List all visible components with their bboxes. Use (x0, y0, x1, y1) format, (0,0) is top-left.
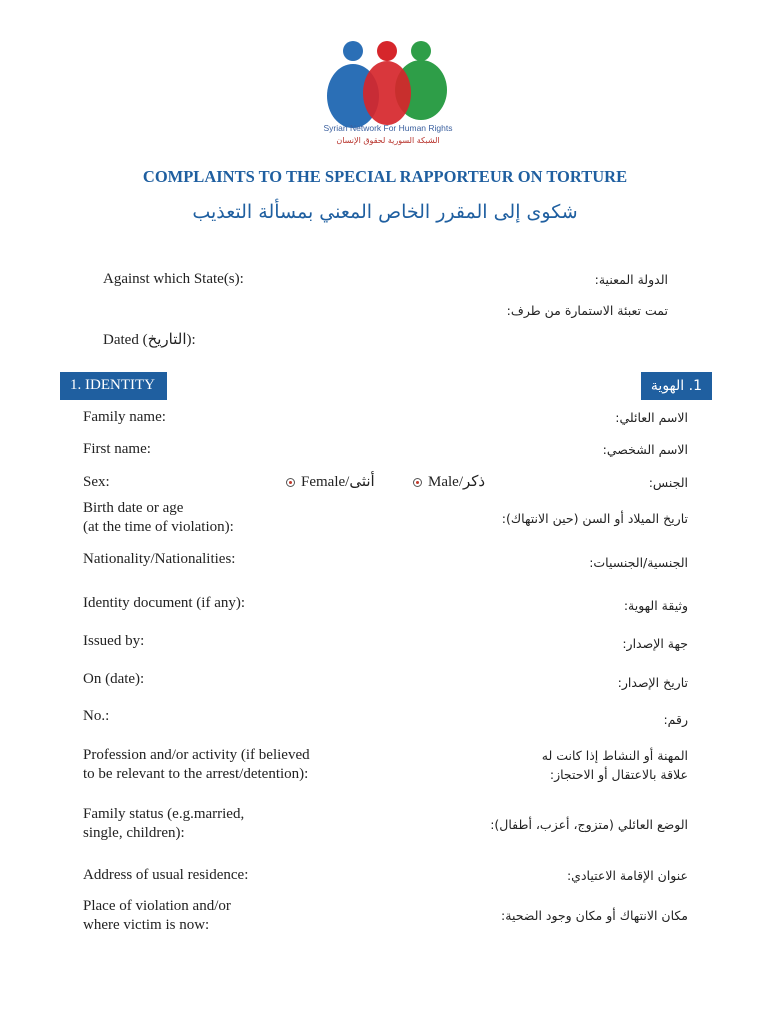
family-name-label: Family name: (83, 409, 166, 425)
sex-label-ar: الجنس: (648, 475, 688, 490)
section-title-en: 1. IDENTITY (60, 372, 167, 400)
issued-by-label: Issued by: (83, 633, 145, 649)
family-status-label-ar: الوضع العائلي (متزوج، أعزب، أطفال): (490, 817, 688, 832)
section-header (60, 372, 712, 400)
birth-label-line1: Birth date or age (83, 500, 184, 516)
dated-label: Dated (التاريخ): (103, 332, 196, 348)
nationality-label: Nationality/Nationalities: (83, 551, 236, 567)
issued-by-label-ar: جهة الإصدار: (622, 636, 688, 651)
profession-label-ar-line1: المهنة أو النشاط إذا كانت له (541, 748, 688, 763)
identity-doc-label-ar: وثيقة الهوية: (623, 598, 688, 613)
family-name-label-ar: الاسم العائلي: (615, 410, 688, 425)
place-label-line1: Place of violation and/or (83, 898, 231, 914)
address-label-ar: عنوان الإقامة الاعتيادي: (566, 868, 688, 883)
birth-label-line2: (at the time of violation): (83, 519, 234, 535)
profession-label-line1: Profession and/or activity (if believed (83, 747, 310, 763)
state-label-ar: الدولة المعنية: (594, 272, 668, 287)
first-name-label-ar: الاسم الشخصي: (602, 442, 688, 457)
logo-figure-red (363, 61, 411, 125)
birth-label-ar: تاريخ الميلاد أو السن (حين الانتهاك): (501, 511, 688, 526)
first-name-label: First name: (83, 441, 151, 457)
male-radio[interactable] (413, 478, 422, 487)
female-option-label: Female/أنثى (301, 474, 375, 490)
profession-label-ar-line2: علاقة بالاعتقال أو الاحتجاز: (549, 767, 688, 782)
state-label-en: Against which State(s): (103, 271, 244, 287)
page-title-en: COMPLAINTS TO THE SPECIAL RAPPORTEUR ON TORTURE (142, 167, 628, 186)
place-label-ar: مكان الانتهاك أو مكان وجود الضحية: (501, 908, 688, 923)
logo-head-blue (343, 41, 363, 61)
filled-by-label-ar: تمت تعبئة الاستمارة من طرف: (506, 303, 668, 318)
logo-head-green (411, 41, 431, 61)
document-number-label-ar: رقم: (663, 712, 688, 727)
issue-date-label-ar: تاريخ الإصدار: (617, 675, 688, 690)
logo-head-red (377, 41, 397, 61)
family-status-label-line2: single, children): (83, 825, 185, 841)
place-label-line2: where victim is now: (83, 917, 210, 933)
family-status-label-line1: Family status (e.g.married, (83, 806, 245, 822)
org-name-en: Syrian Network For Human Rights (323, 123, 453, 133)
sex-label: Sex: (83, 474, 110, 490)
org-name-ar: الشبكة السورية لحقوق الإنسان (336, 136, 440, 145)
issue-date-label: On (date): (83, 671, 145, 687)
document-number-label: No.: (83, 708, 110, 724)
nationality-label-ar: الجنسية/الجنسيات: (589, 555, 688, 570)
address-label: Address of usual residence: (83, 867, 249, 883)
section-title-ar: 1. الهوية (641, 372, 712, 400)
identity-doc-label: Identity document (if any): (83, 595, 246, 611)
female-radio[interactable] (286, 478, 295, 487)
page-title-ar: شكوى إلى المقرر الخاص المعني بمسألة التعذيب (192, 201, 578, 223)
male-option-label: Male/ذكر (428, 474, 486, 490)
profession-label-line2: to be relevant to the arrest/detention): (83, 766, 309, 782)
organization-logo (318, 38, 458, 150)
